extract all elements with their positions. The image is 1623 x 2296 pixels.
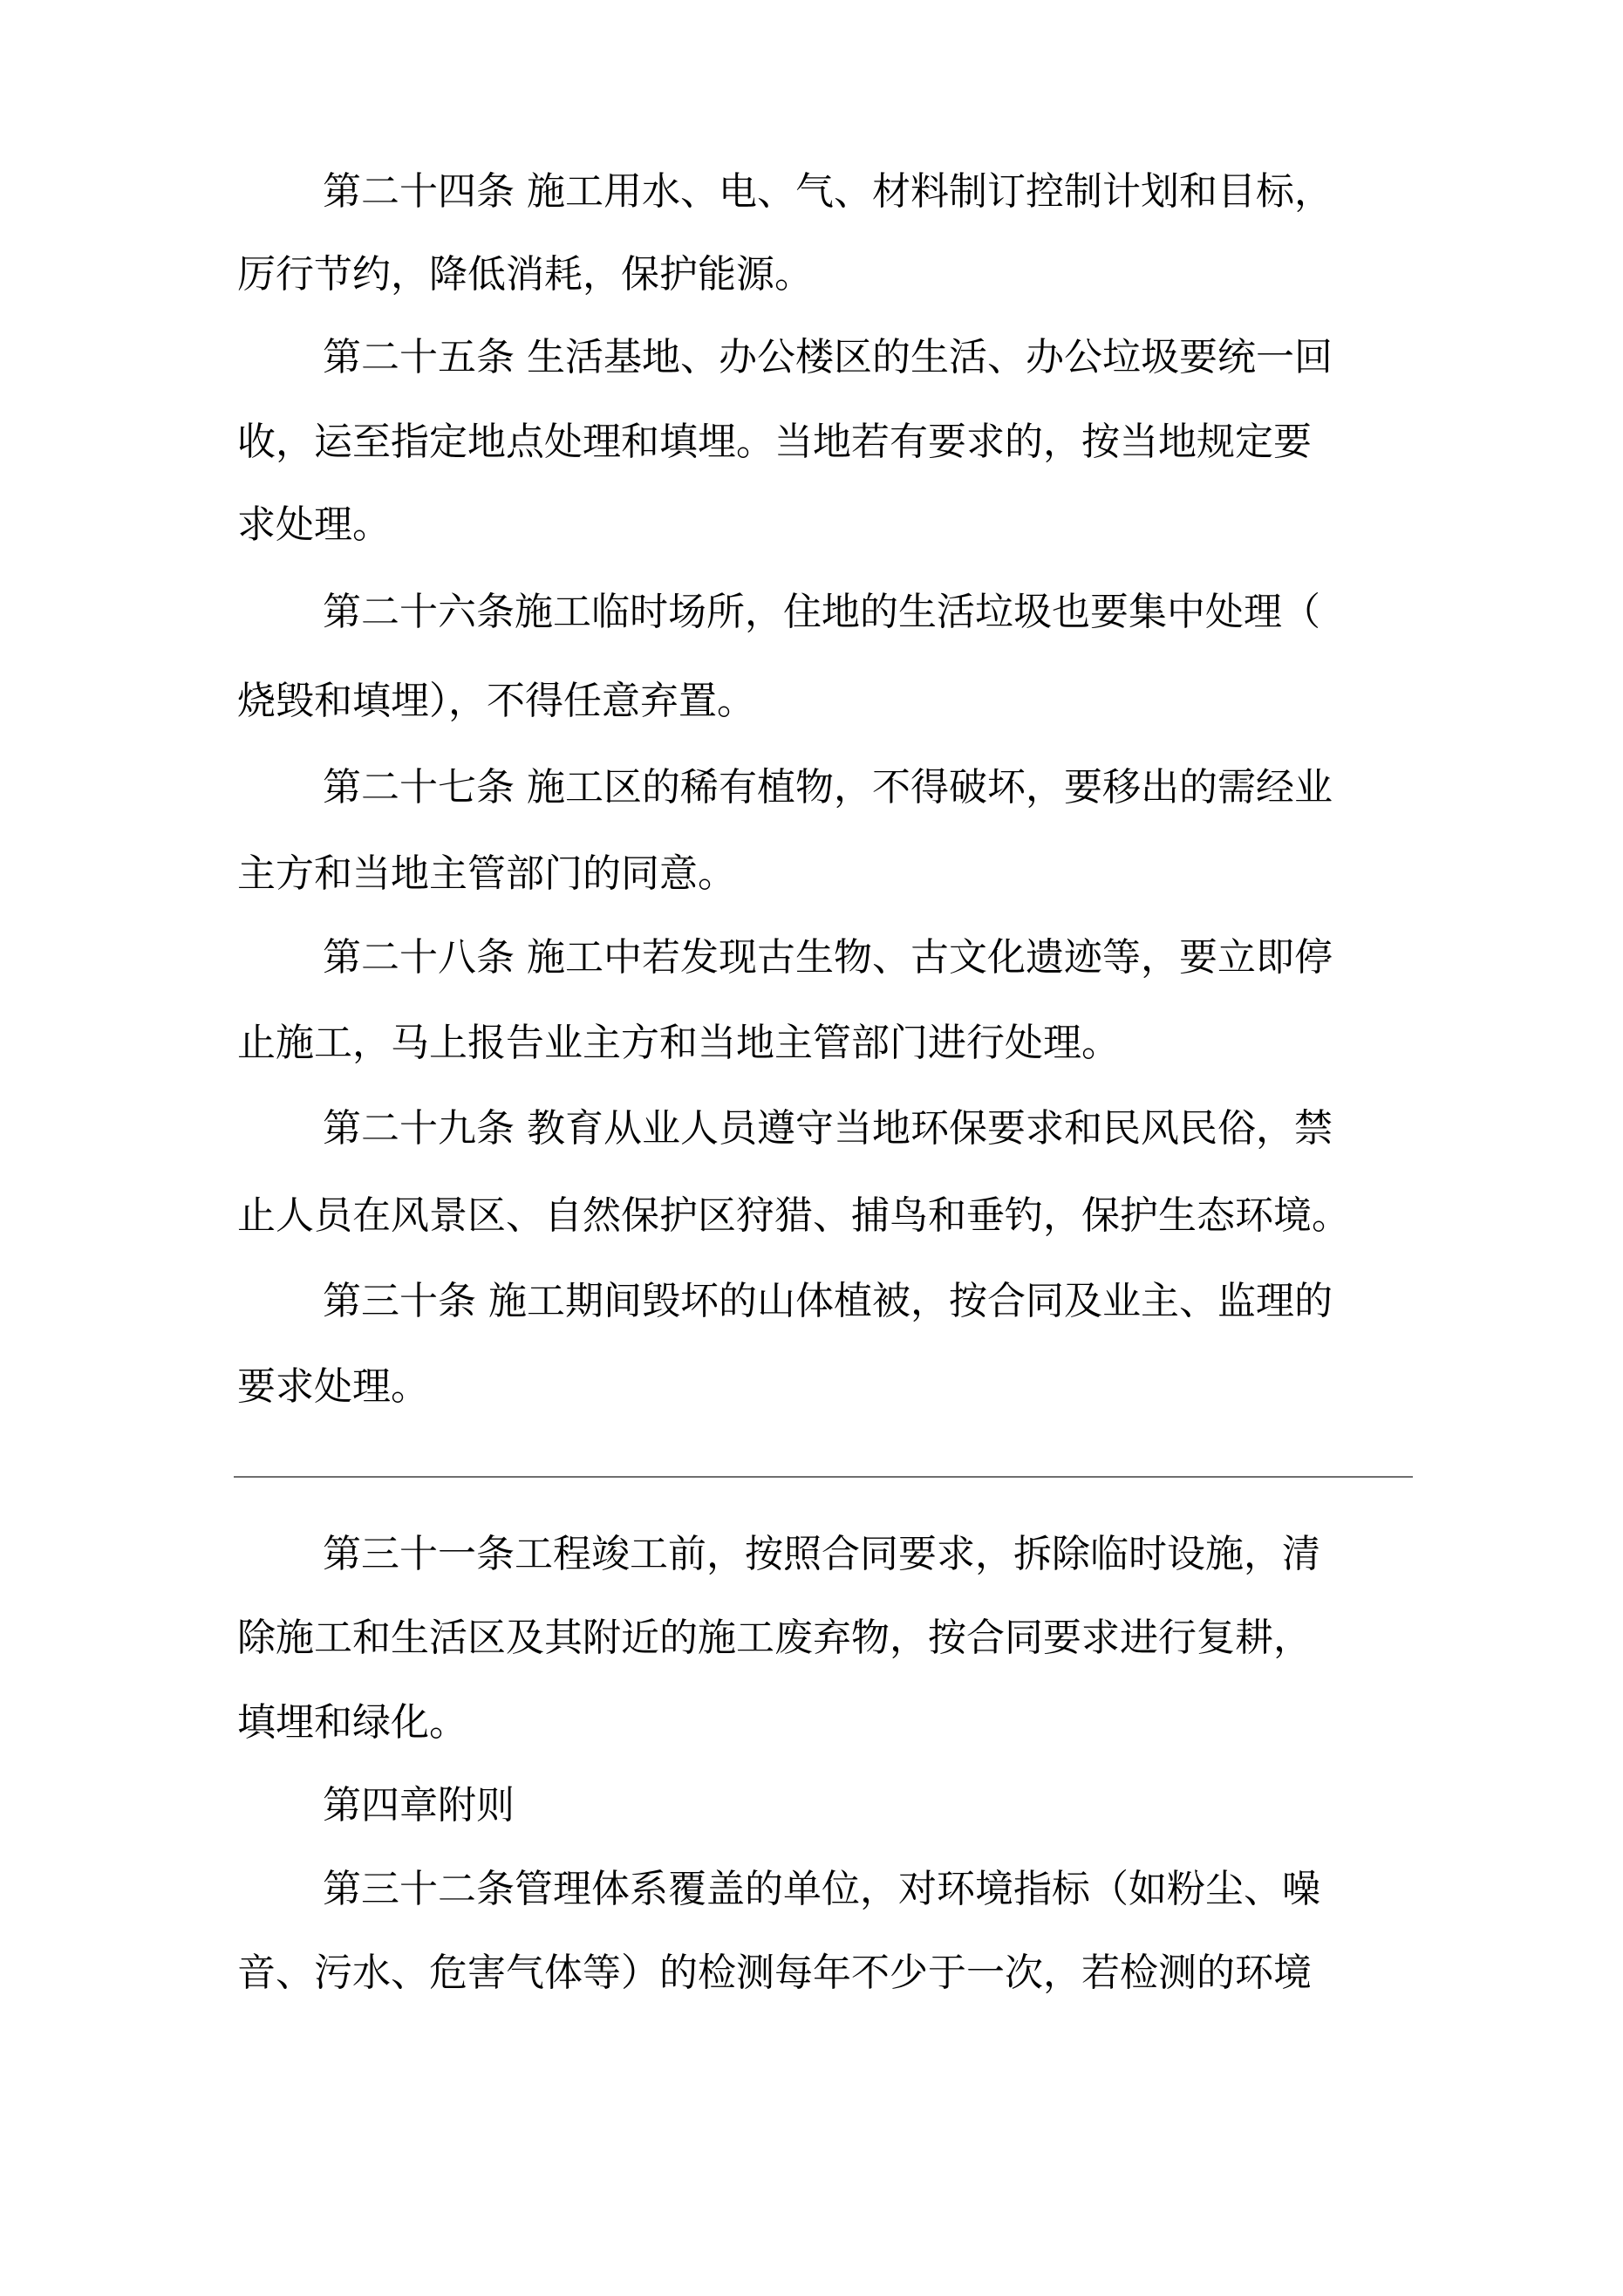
article-26-line-2: 烧毁和填埋），不得任意弃置。 — [237, 679, 755, 723]
article-29-line-2: 止人员在风景区、自然保护区狩猎、捕鸟和垂钓，保护生态环境。 — [237, 1193, 1350, 1238]
article-28-line-2: 止施工，马上报告业主方和当地主管部门进行处理。 — [237, 1021, 1120, 1065]
chapter-4-heading: 第四章附则 — [323, 1783, 515, 1828]
article-26-line-1: 第二十六条施工临时场所，住地的生活垃圾也要集中处理（ — [323, 590, 1320, 634]
article-27-line-1: 第二十七条 施工区的稀有植物，不得破坏，要移出的需经业 — [323, 765, 1333, 810]
article-31-line-3: 填埋和绿化。 — [237, 1700, 467, 1745]
article-28-line-1: 第二十八条 施工中若发现古生物、古文化遗迹等，要立即停 — [323, 935, 1333, 980]
article-25-line-3: 求处理。 — [237, 502, 391, 547]
article-30-line-1: 第三十条 施工期间毁坏的山体植被，按合同及业主、监理的 — [323, 1279, 1333, 1323]
page-divider — [234, 1476, 1413, 1478]
article-25-line-1: 第二十五条 生活基地、办公楼区的生活、办公垃圾要统一回 — [323, 335, 1333, 379]
article-24-line-2: 厉行节约，降低消耗，保护能源。 — [237, 252, 813, 297]
article-25-line-2: 收，运至指定地点处理和填埋。当地若有要求的，按当地规定要 — [237, 420, 1312, 464]
article-32-line-2: 音、污水、危害气体等）的检测每年不少于一次，若检测的环境 — [237, 1951, 1312, 1995]
article-31-line-1: 第三十一条工程竣工前，按照合同要求，拆除临时设施，清 — [323, 1532, 1320, 1576]
article-32-line-1: 第三十二条管理体系覆盖的单位，对环境指标（如粉尘、噪 — [323, 1867, 1320, 1911]
article-29-line-1: 第二十九条 教育从业人员遵守当地环保要求和民风民俗，禁 — [323, 1106, 1333, 1151]
article-27-line-2: 主方和当地主管部门的同意。 — [237, 851, 736, 896]
article-30-line-2: 要求处理。 — [237, 1364, 429, 1409]
article-31-line-2: 除施工和生活区及其附近的施工废弃物，按合同要求进行复耕， — [237, 1616, 1312, 1660]
article-24-line-1: 第二十四条 施工用水、电、气、材料制订控制计划和目标， — [323, 169, 1333, 214]
